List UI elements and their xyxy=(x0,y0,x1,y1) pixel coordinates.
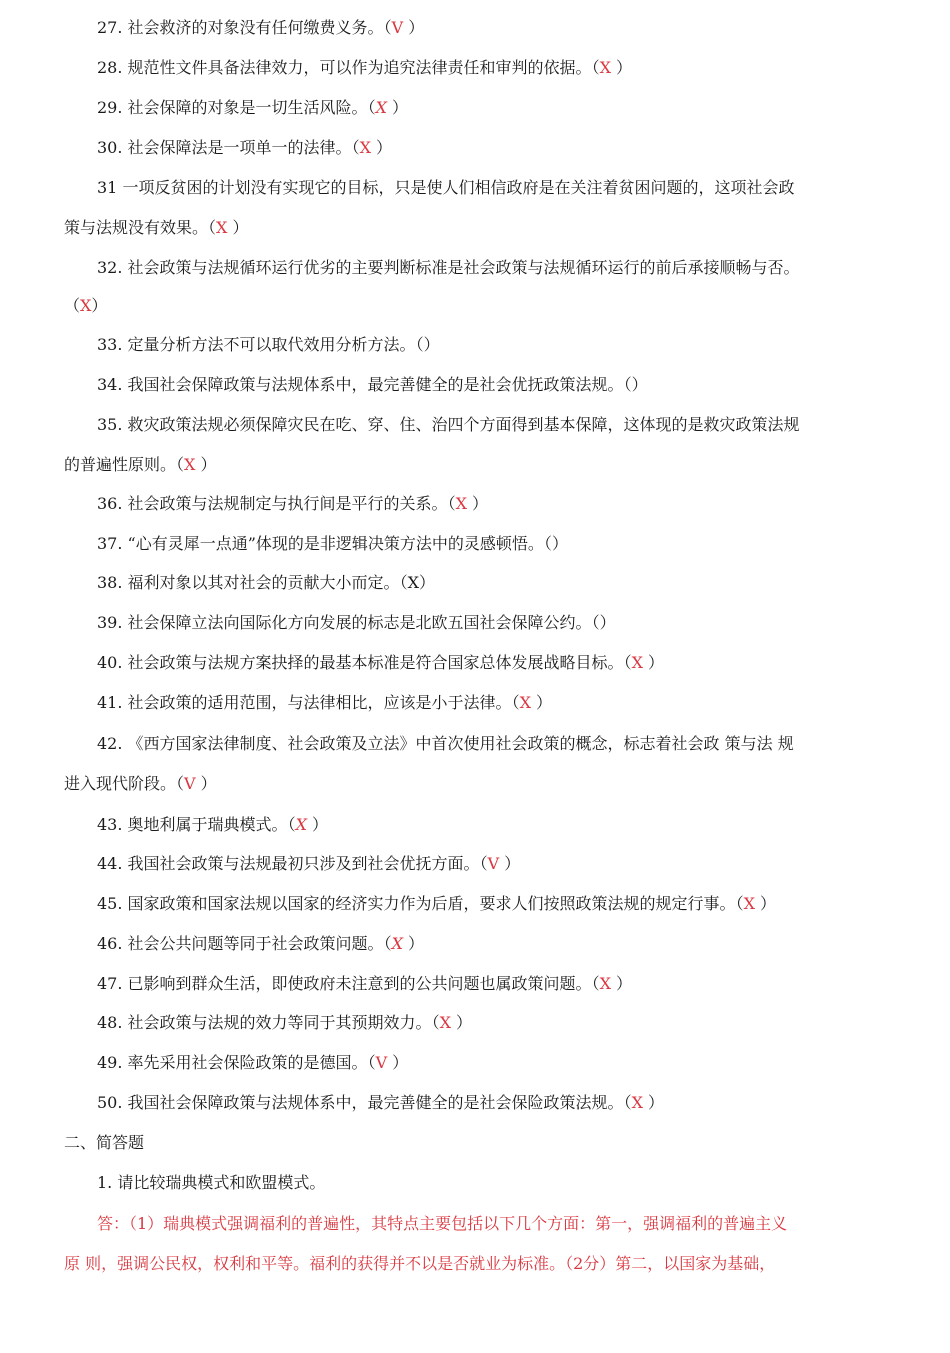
list-item: 48. 社会政策与法规的效力等同于其预期效力。（X ） xyxy=(97,1013,473,1032)
list-item xyxy=(97,415,800,435)
list-item xyxy=(97,734,794,754)
list-item: 40. 社会政策与法规方案抉择的最基本标准是符合国家总体发展战略目标。（X ） xyxy=(97,653,665,672)
item-number: 33. xyxy=(97,335,123,354)
list-item: 34. 我国社会保障政策与法规体系中，最完善健全的是社会优抚政策法规。（） xyxy=(97,375,648,394)
item-number: 40. xyxy=(97,653,123,672)
list-item: 28. 规范性文件具备法律效力，可以作为追究法律责任和审判的依据。（X ） xyxy=(97,58,633,77)
item-number: 42. xyxy=(97,734,123,753)
item-answer: X xyxy=(295,815,307,834)
item-answer: X xyxy=(631,1093,643,1112)
item-answer: V xyxy=(184,774,196,793)
item-number: 28. xyxy=(97,58,123,77)
list-item-continuation: 策与法规没有效果。（X ） xyxy=(64,218,249,237)
item-text: 社会救济的对象没有任何缴费义务。 xyxy=(127,18,384,37)
item-number: 44. xyxy=(97,854,123,873)
item-text: 率先采用社会保险政策的是德国。 xyxy=(127,1053,368,1072)
item-answer: X xyxy=(80,296,92,315)
item-answer: X xyxy=(743,894,755,913)
list-item-continuation: （X） xyxy=(64,296,108,315)
item-text: 已影响到群众生活，即使政府未注意到的公共问题也属政策问题。 xyxy=(127,974,592,993)
item-text: 我国社会政策与法规最初只涉及到社会优抚方面。 xyxy=(127,854,480,873)
item-answer: X xyxy=(439,1013,451,1032)
item-answer: X xyxy=(599,58,611,77)
list-item-continuation: 的普遍性原则。（X ） xyxy=(64,455,217,474)
item-number: 30. xyxy=(97,138,123,157)
item-text: 社会保障法是一项单一的法律。 xyxy=(127,138,352,157)
item-number: 41. xyxy=(97,693,123,712)
item-number: 31 xyxy=(97,178,118,197)
list-item: 47. 已影响到群众生活，即使政府未注意到的公共问题也属政策问题。（X ） xyxy=(97,974,633,993)
item-text: 我国社会保障政策与法规体系中，最完善健全的是社会保险政策法规。 xyxy=(127,1093,624,1112)
answer-text-line: 答：（1）瑞典模式强调福利的普遍性，其特点主要包括以下几个方面：第一，强调福利的普遍主义 xyxy=(97,1214,788,1233)
list-item: 36. 社会政策与法规制定与执行间是平行的关系。（X ） xyxy=(97,494,489,513)
item-number: 37. xyxy=(97,534,123,553)
list-item xyxy=(97,258,800,278)
item-number: 49. xyxy=(97,1053,123,1072)
item-text: 社会政策与法规的效力等同于其预期效力。 xyxy=(127,1013,432,1032)
item-answer: V xyxy=(487,854,500,873)
list-item: 41. 社会政策的适用范围，与法律相比，应该是小于法律。（X ） xyxy=(97,693,553,712)
section-heading: 二、简答题 xyxy=(64,1133,145,1152)
item-number: 39. xyxy=(97,613,123,632)
list-item-continuation: 进入现代阶段。（V ） xyxy=(64,774,217,793)
item-number: 47. xyxy=(97,974,123,993)
answer-text-line: 原 则，强调公民权，权利和平等。福利的获得并不以是否就业为标准。（2分）第二，以国家为基础， xyxy=(64,1254,776,1273)
question-text: 1. 请比较瑞典模式和欧盟模式。 xyxy=(97,1173,326,1192)
item-text-continued: 的普遍性原则。 xyxy=(64,455,177,474)
item-number: 35. xyxy=(97,415,123,434)
item-answer: X xyxy=(407,573,419,592)
item-text: 救灾政策法规必须保障灾民在吃、穿、住、治四个方面得到基本保障，这体现的是救灾政策法规 xyxy=(127,415,800,434)
list-item: 33. 定量分析方法不可以取代效用分析方法。（） xyxy=(97,335,440,354)
item-answer: X xyxy=(359,138,371,157)
item-answer: X xyxy=(184,455,196,474)
item-answer: X xyxy=(391,934,403,953)
item-text: 社会保障的对象是一切生活风险。 xyxy=(127,98,368,117)
item-text: 奥地利属于瑞典模式。 xyxy=(127,815,288,834)
list-item: 49. 率先采用社会保险政策的是德国。（V ） xyxy=(97,1053,409,1072)
list-item: 39. 社会保障立法向国际化方向发展的标志是北欧五国社会保障公约。（） xyxy=(97,613,616,632)
item-answer: X xyxy=(599,974,611,993)
item-number: 27. xyxy=(97,18,123,37)
item-answer: X xyxy=(216,218,228,237)
item-text: 社会政策的适用范围，与法律相比，应该是小于法律。 xyxy=(127,693,512,712)
item-text: 定量分析方法不可以取代效用分析方法。 xyxy=(127,335,416,354)
list-item: 27. 社会救济的对象没有任何缴费义务。（V ） xyxy=(97,18,425,37)
item-answer: V xyxy=(391,18,404,37)
list-item: 30. 社会保障法是一项单一的法律。（X ） xyxy=(97,138,393,157)
list-item: 45. 国家政策和国家法规以国家的经济实力作为后盾，要求人们按照政策法规的规定行事。（X ） xyxy=(97,894,777,913)
item-number: 45. xyxy=(97,894,123,913)
item-number: 34. xyxy=(97,375,123,394)
item-answer: X xyxy=(519,693,531,712)
item-text: 规范性文件具备法律效力，可以作为追究法律责任和审判的依据。 xyxy=(127,58,592,77)
item-answer: X xyxy=(631,653,643,672)
item-answer: X xyxy=(455,494,467,513)
item-number: 29. xyxy=(97,98,123,117)
item-number: 43. xyxy=(97,815,123,834)
item-text: 社会公共问题等同于社会政策问题。 xyxy=(127,934,384,953)
list-item xyxy=(97,178,794,198)
item-number: 32. xyxy=(97,258,123,277)
item-text: 社会政策与法规制定与执行间是平行的关系。 xyxy=(127,494,448,513)
item-number: 36. xyxy=(97,494,123,513)
item-answer: X xyxy=(375,98,387,117)
item-text: 社会政策与法规循环运行优劣的主要判断标准是社会政策与法规循环运行的前后承接顺畅与否。 xyxy=(127,258,800,277)
item-text: 社会保障立法向国际化方向发展的标志是北欧五国社会保障公约。 xyxy=(127,613,592,632)
item-answer: V xyxy=(375,1053,388,1072)
list-item: 50. 我国社会保障政策与法规体系中，最完善健全的是社会保险政策法规。（X ） xyxy=(97,1093,665,1112)
item-text-continued: 策与法规没有效果。 xyxy=(64,218,209,237)
item-text: 一项反贫困的计划没有实现它的目标，只是使人们相信政府是在关注着贫困问题的，这项社会政 xyxy=(122,178,795,197)
list-item: 29. 社会保障的对象是一切生活风险。（X ） xyxy=(97,98,409,117)
list-item: 43. 奥地利属于瑞典模式。（X ） xyxy=(97,815,329,834)
item-text: 社会政策与法规方案抉择的最基本标准是符合国家总体发展战略目标。 xyxy=(127,653,624,672)
item-text: 国家政策和国家法规以国家的经济实力作为后盾，要求人们按照政策法规的规定行事。 xyxy=(127,894,736,913)
list-item: 37. “心有灵犀一点通”体现的是非逻辑决策方法中的灵感顿悟。（） xyxy=(97,534,568,553)
item-number: 46. xyxy=(97,934,123,953)
list-item: 46. 社会公共问题等同于社会政策问题。（X ） xyxy=(97,934,425,953)
item-text-continued: 进入现代阶段。 xyxy=(64,774,177,793)
list-item: 44. 我国社会政策与法规最初只涉及到社会优抚方面。（V ） xyxy=(97,854,521,873)
item-text: 《西方国家法律制度、社会政策及立法》中首次使用社会政策的概念，标志着社会政 策与法 规 xyxy=(127,734,794,753)
item-text: 福利对象以其对社会的贡献大小而定。 xyxy=(127,573,400,592)
list-item: 38. 福利对象以其对社会的贡献大小而定。（X） xyxy=(97,573,435,592)
item-text: “心有灵犀一点通”体现的是非逻辑决策方法中的灵感顿悟。 xyxy=(127,534,544,553)
item-number: 48. xyxy=(97,1013,123,1032)
item-text: 我国社会保障政策与法规体系中，最完善健全的是社会优抚政策法规。 xyxy=(127,375,624,394)
item-number: 38. xyxy=(97,573,123,592)
item-number: 50. xyxy=(97,1093,123,1112)
